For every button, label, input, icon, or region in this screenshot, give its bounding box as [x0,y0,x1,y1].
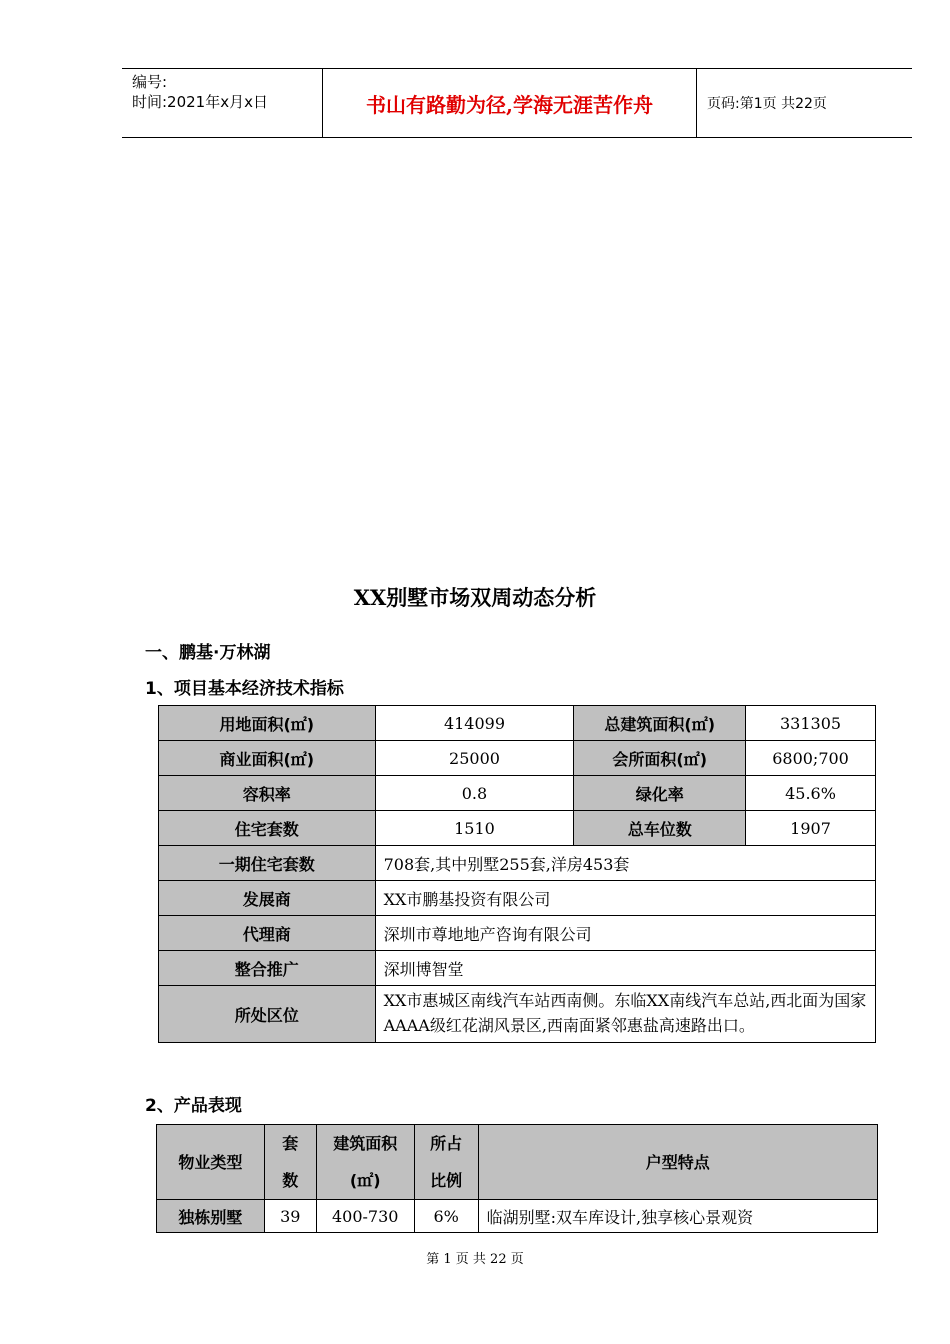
header-motto-cell [323,69,697,137]
table-value-cell: 414099 [375,706,574,741]
column-header-area-line2: (㎡) [349,1171,381,1190]
table-value-cell: 45.6% [746,776,876,811]
table-value-cell: XX市惠城区南线汽车站西南侧。东临XX南线汽车总站,西北面为国家AAAA级红花湖风景区,西南面紧邻惠盐高速路出口。 [375,986,875,1043]
subsection-heading-indicators: 1、项目基本经济技术指标 [145,679,344,699]
table-row [159,881,876,916]
column-header-ratio [414,1125,478,1200]
table-value-cell: 6800;700 [746,741,876,776]
products-table [156,1124,878,1233]
header-meta-cell [122,69,323,137]
table-label-cell: 住宅套数 [159,811,376,846]
column-header-feature: 户型特点 [478,1125,877,1200]
table-label-cell: 容积率 [159,776,376,811]
column-header-ratio-line2: 比例 [430,1171,463,1190]
product-count-cell: 39 [264,1200,316,1233]
column-header-count [264,1125,316,1200]
product-type-cell: 独栋别墅 [157,1200,265,1233]
table-value-cell: 1510 [375,811,574,846]
column-header-type: 物业类型 [157,1125,265,1200]
header-page-cell [697,69,912,137]
table-label-cell: 代理商 [159,916,376,951]
table-label-cell: 商业面积(㎡) [159,741,376,776]
table-row [157,1200,878,1233]
table-row [159,846,876,881]
table-label-cell: 所处区位 [159,986,376,1043]
table-value-cell: 708套,其中别墅255套,洋房453套 [375,846,875,881]
section-heading: 一、鹏基·万林湖 [145,643,271,663]
table-label-cell: 会所面积(㎡) [574,741,746,776]
table-value-cell: XX市鹏基投资有限公司 [375,881,875,916]
table-row [159,741,876,776]
header-motto: 书山有路勤为径,学海无涯苦作舟 [366,92,653,117]
table-value-cell: 331305 [746,706,876,741]
product-feature-cell: 临湖别墅:双车库设计,独享核心景观资 [478,1200,877,1233]
table-value-cell: 0.8 [375,776,574,811]
column-header-area [316,1125,414,1200]
table-row [159,986,876,1043]
document-title: XX别墅市场双周动态分析 [353,585,597,610]
table-label-cell: 一期住宅套数 [159,846,376,881]
table-value-cell: 深圳博智堂 [375,951,875,986]
table-value-cell: 25000 [375,741,574,776]
indicators-table [158,705,876,1043]
table-value-cell: 深圳市尊地地产咨询有限公司 [375,916,875,951]
product-area-cell: 400-730 [316,1200,414,1233]
column-header-count-line2: 数 [282,1171,299,1190]
table-label-cell: 用地面积(㎡) [159,706,376,741]
document-number-label: 编号: [132,73,168,91]
page-footer: 第 1 页 共 22 页 [426,1252,524,1267]
page-header [122,68,912,138]
header-page-info: 页码:第1页 共22页 [707,96,827,112]
table-row [159,706,876,741]
table-label-cell: 总建筑面积(㎡) [574,706,746,741]
product-ratio-cell: 6% [414,1200,478,1233]
document-time-label: 时间:2021年x月x日 [132,93,268,111]
table-label-cell: 整合推广 [159,951,376,986]
table-header-row [157,1125,878,1200]
column-header-count-line1: 套 [282,1134,299,1153]
table-row [159,951,876,986]
subsection-heading-products: 2、产品表现 [145,1096,242,1116]
column-header-area-line1: 建筑面积 [333,1134,398,1153]
column-header-ratio-line1: 所占 [430,1134,463,1153]
table-label-cell: 发展商 [159,881,376,916]
table-label-cell: 总车位数 [574,811,746,846]
table-row [159,811,876,846]
table-row [159,776,876,811]
table-label-cell: 绿化率 [574,776,746,811]
table-value-cell: 1907 [746,811,876,846]
table-row [159,916,876,951]
